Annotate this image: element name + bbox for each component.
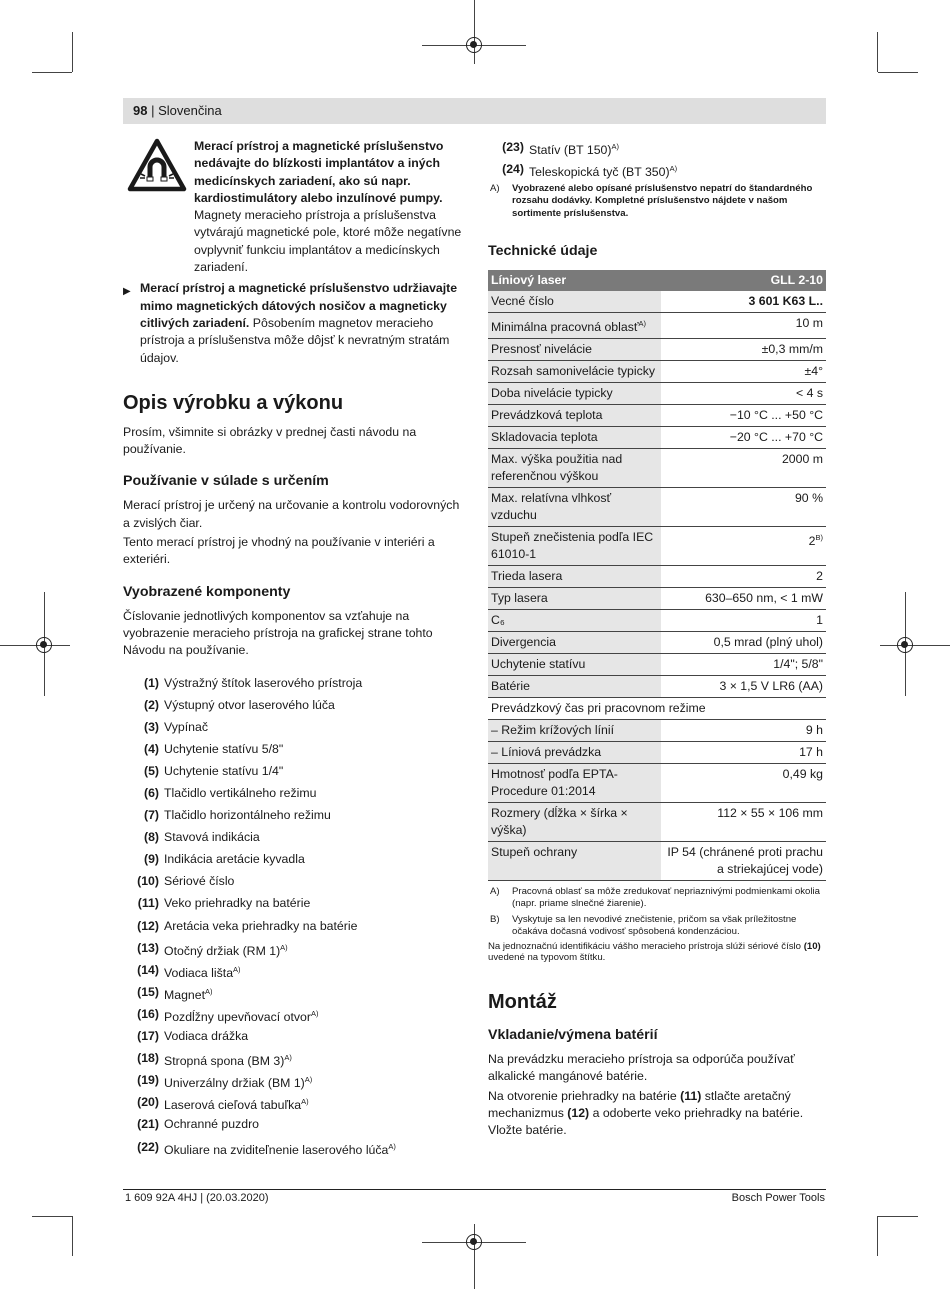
spec-label: [488, 803, 661, 842]
spec-label-text: Stupeň ochrany: [491, 845, 578, 860]
serial-note-number: (10): [803, 940, 821, 952]
spec-label: [488, 405, 661, 427]
item-number: (16): [137, 1006, 159, 1021]
component-item: [123, 782, 463, 804]
component-item: [123, 1003, 463, 1025]
warning-text: [194, 138, 463, 276]
spec-label: [488, 676, 661, 698]
item-label: Aretácia veka priehradky na batérie: [164, 918, 358, 933]
left-column: [123, 138, 463, 1158]
spec-label: [488, 654, 661, 676]
spec-value-text: −10 °C ... +50 °C: [729, 408, 823, 423]
spec-label-text: Typ lasera: [491, 591, 548, 606]
spec-value: [661, 842, 826, 881]
table-row: [488, 291, 826, 313]
spec-label-text: Rozmery (dĺžka × šírka × výška): [491, 806, 628, 838]
table-row: [488, 449, 826, 488]
spec-label-text: – Režim krížových línií: [491, 723, 614, 738]
table-row: [488, 610, 826, 632]
spec-label-text: Trieda lasera: [491, 569, 563, 584]
crop-mark: [878, 72, 918, 73]
serial-note: [488, 941, 826, 965]
spec-label-text: Presnosť nivelácie: [491, 342, 592, 357]
bullet-bold: Merací prístroj a magnetické príslušenstvo udržiavajte mimo magnetických dátových nosičov a magneticky citlivých zariadení.: [140, 281, 458, 330]
magnet-warning: [123, 138, 463, 276]
crop-mark: [72, 1216, 73, 1256]
footnote-ref: A): [638, 319, 646, 329]
table-row: [488, 383, 826, 405]
spec-value-text: 2000 m: [781, 452, 823, 467]
spec-section-label: Prevádzkový čas pri pracovnom režime: [488, 698, 826, 720]
component-item: [123, 915, 463, 937]
spec-label: [488, 742, 661, 764]
spec-label-text: Skladovacia teplota: [491, 430, 598, 445]
crop-mark: [878, 1216, 918, 1217]
spec-label-text: Batérie: [491, 679, 530, 694]
spec-value-text: IP 54 (chránené proti prachu a striekajúcej vode): [667, 845, 823, 877]
crop-mark: [32, 1216, 72, 1217]
battery-paragraph-2: [488, 1088, 826, 1140]
spec-label-text: Rozsah samonivelácie typicky: [491, 364, 656, 379]
component-item: [123, 1091, 463, 1113]
item-number: (10): [137, 874, 159, 889]
accessory-item: [488, 158, 826, 180]
language-label: Slovenčina: [158, 103, 222, 118]
footnote-ref: A): [301, 1097, 309, 1107]
spec-label-text: Hmotnosť podľa EPTA-Procedure 01:2014: [491, 767, 618, 799]
component-item: [123, 694, 463, 716]
spec-value: [661, 449, 826, 488]
tech-data-table: [488, 270, 826, 881]
table-header-label: Líniový laser: [488, 270, 661, 291]
component-item: [123, 804, 463, 826]
item-label: Sériové číslo: [164, 874, 235, 889]
item-label: Indikácia aretácie kyvadla: [164, 852, 305, 867]
spec-value-text: ±4°: [804, 364, 823, 379]
spec-label-text: C₆: [491, 613, 505, 628]
item-number: (21): [137, 1117, 159, 1132]
components-title: Vyobrazené komponenty: [123, 583, 291, 600]
bullet-plain: Pôsobením magnetov meracieho prístroja a príslušenstva môže dôjsť k nevratným stratám údajov.: [140, 315, 450, 365]
battery-text: a odoberte veko priehradky na batérie. Vložte batérie.: [488, 1105, 804, 1138]
page-header: 98 | Slovenčina: [133, 103, 222, 118]
right-column: [488, 136, 826, 1140]
registration-line: [474, 0, 475, 64]
spec-value-text: 9 h: [805, 723, 823, 738]
spec-value-text: 0,5 mrad (plný uhol): [713, 635, 823, 650]
tech-footnote: [488, 886, 826, 910]
footer-doc-id: 1 609 92A 4HJ | (20.03.2020): [125, 1192, 269, 1204]
spec-label: [488, 383, 661, 405]
magnetic-media-warning: [123, 280, 463, 366]
spec-value-text: 630–650 nm, < 1 mW: [705, 591, 823, 606]
opis-intro: Prosím, všimnite si obrázky v prednej časti návodu na používanie.: [123, 424, 417, 457]
spec-value: [661, 313, 826, 339]
footnote-ref: A): [205, 986, 213, 996]
footnote-letter: A): [490, 886, 500, 898]
item-label: Uchytenie statívu 5/8": [164, 741, 284, 756]
item-number: (22): [137, 1139, 159, 1154]
spec-label-text: Stupeň znečistenia podľa IEC 61010-1: [491, 530, 654, 562]
table-row: [488, 632, 826, 654]
tech-data-title: Technické údaje: [488, 243, 598, 260]
footer-rule: [123, 1189, 826, 1190]
battery-ref-number: (11): [680, 1088, 702, 1103]
footnote-ref: A): [611, 142, 619, 151]
spec-value: [661, 488, 826, 527]
component-item: [123, 959, 463, 981]
spec-value: [661, 654, 826, 676]
item-label: Výstražný štítok laserového prístroja: [164, 675, 363, 690]
component-item: [123, 892, 463, 914]
spec-label: [488, 313, 661, 339]
accessory-footnote: [488, 183, 826, 220]
item-number: (19): [137, 1073, 159, 1088]
section-title-montaz: Montáž: [488, 991, 557, 1014]
footnote-ref: A): [388, 1141, 396, 1151]
item-label: Okuliare na zviditeľnenie laserového lúča: [164, 1142, 389, 1157]
crop-mark: [877, 1216, 878, 1256]
spec-value: [661, 566, 826, 588]
spec-label: [488, 527, 661, 566]
item-number: (2): [143, 697, 159, 712]
arrow-bullet-icon: ▶: [123, 286, 131, 298]
spec-value-text: 10 m: [795, 316, 823, 331]
table-row: [488, 764, 826, 803]
spec-value-text: 1/4"; 5/8": [773, 657, 823, 672]
item-number: (5): [143, 763, 159, 778]
component-item: [123, 738, 463, 760]
spec-value: [661, 383, 826, 405]
item-number: (3): [143, 719, 159, 734]
item-number: (23): [502, 140, 524, 154]
spec-label: [488, 449, 661, 488]
footnote-letter: A): [490, 183, 500, 194]
spec-label-text: Max. relatívna vlhkosť vzduchu: [491, 491, 612, 523]
table-row: [488, 720, 826, 742]
warning-bold: Merací prístroj a magnetické príslušenstvo nedávajte do blízkosti implantátov a iných medicínskych zariadení, ako sú napr. kardiostimulátory alebo inzulínové pumpy.: [194, 139, 444, 205]
table-row: [488, 742, 826, 764]
footnote-ref: A): [284, 1053, 292, 1063]
spec-label-text: – Líniová prevádzka: [491, 745, 602, 760]
battery-title: Vkladanie/výmena batérií: [488, 1027, 658, 1044]
spec-label-text: Vecné číslo: [491, 294, 554, 309]
spec-value-text: 1: [816, 613, 823, 628]
usage-title: Používanie v súlade s určením: [123, 473, 329, 490]
spec-label: [488, 764, 661, 803]
registration-mark: [466, 1234, 482, 1250]
spec-label-text: Prevádzková teplota: [491, 408, 603, 423]
footnote-ref: A): [304, 1075, 313, 1085]
component-item: [123, 826, 463, 848]
registration-mark: [36, 637, 52, 653]
item-label: Statív (BT 150): [529, 143, 612, 158]
item-number: (1): [143, 675, 159, 690]
item-number: (18): [137, 1051, 159, 1066]
spec-value-text: 17 h: [799, 745, 823, 760]
battery-paragraph-1: Na prevádzku meracieho prístroja sa odporúča používať alkalické mangánové batérie.: [488, 1052, 795, 1084]
component-item: [123, 760, 463, 782]
tech-footnotes: [488, 886, 826, 937]
spec-label: [488, 291, 661, 313]
spec-value-text: 112 × 55 × 106 mm: [717, 806, 823, 821]
item-number: (12): [137, 918, 159, 933]
item-number: (13): [137, 940, 159, 955]
component-item: [123, 672, 463, 694]
footnote-text: Vyobrazené alebo opísané príslušenstvo nepatrí do štandardného rozsahu dodávky. Kompletné príslušenstvo nájdete v našom sortimente príslušenstva.: [512, 183, 813, 219]
table-row: [488, 527, 826, 566]
spec-label-text: Uchytenie statívu: [491, 657, 586, 672]
spec-value: [661, 742, 826, 764]
item-label: Vodiaca lišta: [164, 965, 234, 980]
footnote-ref: A): [233, 964, 241, 974]
serial-note-text: Na jednoznačnú identifikáciu vášho meracieho prístroja slúži sériové číslo: [488, 940, 804, 952]
spec-label-text: Divergencia: [491, 635, 556, 650]
component-list: [123, 672, 463, 1158]
component-item: [123, 870, 463, 892]
warning-plain: Magnety meracieho prístroja a príslušenstva vytvárajú magnetické pole, ktoré môže negatívne ovplyvniť funkciu implantátov a medicínskych zariadení.: [194, 208, 462, 275]
table-row: [488, 427, 826, 449]
table-header-row: [488, 270, 826, 291]
item-number: (20): [137, 1095, 159, 1110]
spec-label: [488, 339, 661, 361]
table-row: [488, 361, 826, 383]
battery-text: Na otvorenie priehradky na batérie: [488, 1088, 681, 1103]
item-number: (11): [137, 896, 159, 911]
item-label: Tlačidlo horizontálneho režimu: [164, 808, 331, 823]
item-number: (14): [137, 962, 159, 977]
item-label: Laserová cieľová tabuľka: [164, 1098, 302, 1113]
spec-label: [488, 842, 661, 881]
footnote-text: Pracovná oblasť sa môže zredukovať nepriaznivými podmienkami okolia (napr. priame slnečné žiarenie).: [512, 886, 820, 910]
battery-ref-number: (12): [567, 1105, 590, 1120]
tech-footnote: [488, 914, 826, 938]
spec-value-text: 2: [808, 534, 816, 549]
item-label: Magnet: [164, 987, 206, 1002]
spec-label: [488, 361, 661, 383]
item-number: (15): [137, 984, 159, 999]
table-row: [488, 698, 826, 720]
item-label: Stavová indikácia: [164, 830, 260, 845]
battery-text: stlačte aretačný mechanizmus: [488, 1088, 791, 1120]
table-row: [488, 405, 826, 427]
item-number: (6): [143, 786, 159, 800]
spec-label: [488, 632, 661, 654]
table-row: [488, 588, 826, 610]
spec-value: [661, 291, 826, 313]
footnote-ref: A): [280, 942, 288, 952]
spec-value: [661, 720, 826, 742]
item-label: Pozdĺžny upevňovací otvor: [164, 1010, 311, 1025]
table-row: [488, 676, 826, 698]
spec-value: [661, 764, 826, 803]
item-number: (7): [143, 808, 159, 823]
item-label: Stropná spona (BM 3): [164, 1054, 285, 1069]
table-row: [488, 313, 826, 339]
item-label: Ochranné puzdro: [164, 1117, 260, 1132]
table-row: [488, 339, 826, 361]
spec-value-text: < 4 s: [795, 386, 823, 401]
item-label: Teleskopická tyč (BT 350): [529, 165, 670, 180]
spec-label-text: Max. výška použitia nad referenčnou výškou: [491, 452, 623, 484]
serial-note-text-end: uvedené na typovom štítku.: [488, 952, 606, 964]
item-number: (8): [143, 830, 159, 845]
spec-value: [661, 527, 826, 566]
table-row: [488, 566, 826, 588]
spec-label: [488, 427, 661, 449]
component-item: [123, 937, 463, 959]
spec-label: [488, 588, 661, 610]
spec-label-text: Minimálna pracovná oblasť: [491, 320, 639, 335]
footnote-ref: A): [310, 1008, 319, 1018]
footnote-text: Vyskytuje sa len nevodivé znečistenie, pričom sa však príležitostne očakáva dočasná vodivosť spôsobená kondenzáciou.: [512, 913, 797, 937]
page-header-bar: [123, 98, 826, 124]
magnet-warning-icon: [127, 138, 187, 192]
item-label: Otočný držiak (RM 1): [164, 943, 281, 958]
component-item: [123, 848, 463, 870]
spec-value: [661, 676, 826, 698]
spec-label: [488, 488, 661, 527]
item-number: (9): [143, 852, 159, 867]
table-row: [488, 488, 826, 527]
component-item: [123, 1136, 463, 1158]
crop-mark: [877, 32, 878, 72]
footer-brand: Bosch Power Tools: [731, 1192, 825, 1204]
page-number: 98: [133, 103, 148, 118]
item-number: (24): [502, 162, 524, 176]
components-intro: Číslovanie jednotlivých komponentov sa vzťahuje na vyobrazenie meracieho prístroja na grafickej strane tohto Návodu na používanie.: [123, 608, 433, 658]
spec-value-text: 2: [816, 569, 823, 584]
item-label: Výstupný otvor laserového lúča: [164, 697, 335, 712]
item-label: Univerzálny držiak (BM 1): [164, 1076, 305, 1091]
usage-paragraph-2: Tento merací prístroj je vhodný na používanie v interiéri a exteriéri.: [123, 535, 435, 567]
bullet-text: [140, 280, 463, 366]
spec-value: [661, 588, 826, 610]
registration-line: [880, 645, 950, 646]
spec-value: [661, 610, 826, 632]
component-item: [123, 981, 463, 1003]
footnote-ref: A): [669, 164, 678, 173]
crop-mark: [72, 32, 73, 72]
spec-value: [661, 339, 826, 361]
spec-value: [661, 405, 826, 427]
table-header-model: GLL 2-10: [661, 270, 826, 291]
spec-value: [661, 361, 826, 383]
component-item: [123, 716, 463, 738]
spec-label: [488, 720, 661, 742]
item-label: Tlačidlo vertikálneho režimu: [164, 786, 317, 800]
item-number: (17): [137, 1029, 159, 1044]
item-number: (4): [143, 741, 159, 756]
registration-mark: [897, 637, 913, 653]
accessory-item: [488, 136, 826, 158]
accessory-list: [488, 136, 826, 180]
table-row: [488, 654, 826, 676]
item-label: Uchytenie statívu 1/4": [164, 763, 284, 778]
section-title-opis: Opis výrobku a výkonu: [123, 391, 344, 414]
table-row: [488, 803, 826, 842]
table-row: [488, 842, 826, 881]
footnote-letter: B): [490, 913, 500, 925]
item-label: Vypínač: [164, 719, 208, 734]
footnote-ref: B): [815, 533, 823, 543]
spec-value: [661, 427, 826, 449]
component-item: [123, 1113, 463, 1135]
spec-label: [488, 566, 661, 588]
usage-paragraph-1: Merací prístroj je určený na určovanie a kontrolu vodorovných a zvislých čiar.: [123, 498, 460, 530]
component-item: [123, 1069, 463, 1091]
registration-mark: [466, 37, 482, 53]
spec-value-text: −20 °C ... +70 °C: [729, 430, 823, 445]
item-label: Vodiaca drážka: [164, 1029, 249, 1044]
spec-value-text: 3 × 1,5 V LR6 (AA): [719, 679, 823, 694]
spec-value-text: ±0,3 mm/m: [761, 342, 823, 357]
registration-line: [0, 645, 70, 646]
component-item: [123, 1025, 463, 1047]
spec-label-text: Doba nivelácie typicky: [491, 386, 613, 401]
spec-value-text: 0,49 kg: [782, 767, 823, 782]
spec-value: [661, 803, 826, 842]
spec-value: [661, 632, 826, 654]
spec-value-text: 3 601 K63 L..: [748, 294, 823, 309]
item-label: Veko priehradky na batérie: [164, 896, 311, 911]
spec-label: [488, 610, 661, 632]
component-item: [123, 1047, 463, 1069]
spec-value-text: 90 %: [794, 491, 823, 506]
crop-mark: [32, 72, 72, 73]
